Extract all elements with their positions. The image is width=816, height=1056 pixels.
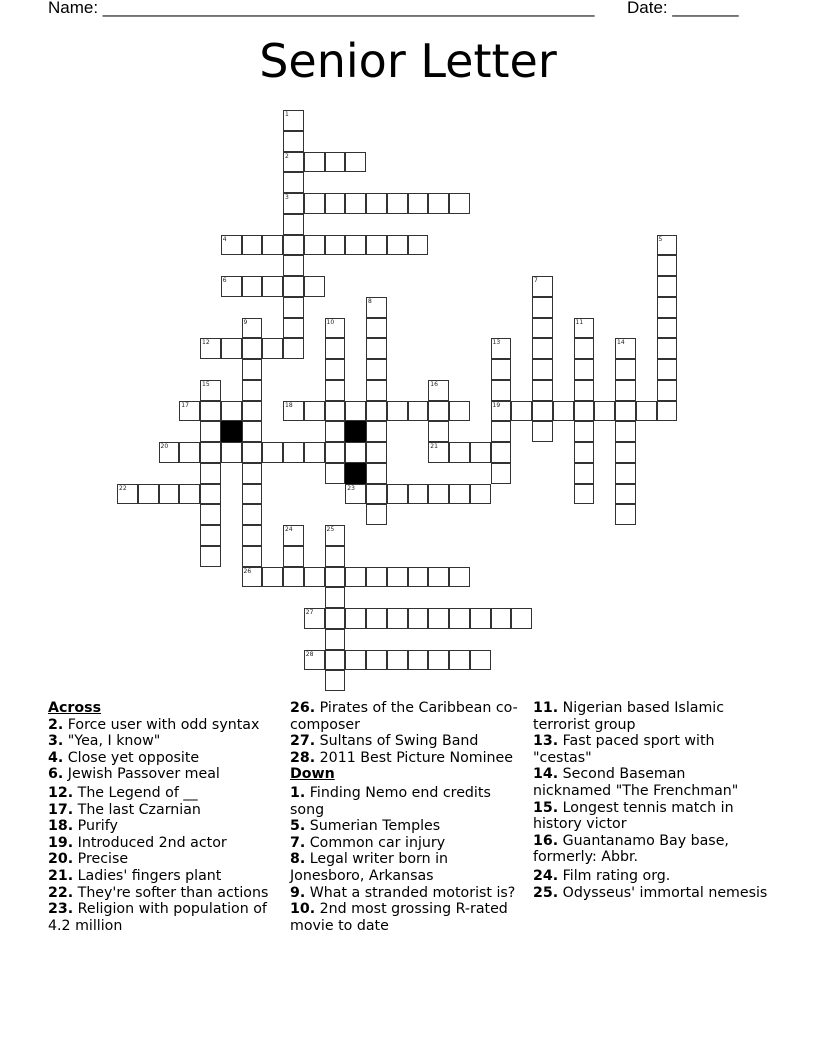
grid-cell[interactable]: [283, 297, 304, 318]
grid-cell[interactable]: [574, 484, 595, 505]
grid-cell[interactable]: [574, 421, 595, 442]
grid-cell[interactable]: [408, 193, 429, 214]
grid-cell[interactable]: [325, 587, 346, 608]
clue-across-20: 20. Precise: [48, 851, 129, 868]
clue-number: 19: [492, 401, 501, 409]
grid-cell[interactable]: [242, 546, 263, 567]
grid-cell[interactable]: [283, 152, 304, 173]
clue-across-26: 26. Pirates of the Caribbean co-composer: [290, 700, 518, 733]
grid-cell[interactable]: [138, 484, 159, 505]
grid-cell[interactable]: [574, 318, 595, 339]
clues-column-2: [290, 700, 525, 934]
grid-cell[interactable]: [242, 442, 263, 463]
grid-cell[interactable]: [304, 193, 325, 214]
grid-cell[interactable]: [428, 421, 449, 442]
black-cell: [221, 421, 242, 442]
grid-cell[interactable]: [179, 401, 200, 422]
clue-across-4: 4. Close yet opposite: [48, 749, 200, 766]
grid-cell[interactable]: [387, 650, 408, 671]
clue-number: 15: [202, 380, 210, 388]
clue-number: 7: [534, 277, 538, 284]
grid-cell[interactable]: [387, 484, 408, 505]
clue-across-28: 28. 2011 Best Picture Nominee: [290, 749, 513, 766]
grid-cell[interactable]: [428, 650, 449, 671]
grid-cell[interactable]: [325, 380, 346, 401]
grid-cell[interactable]: [304, 442, 325, 463]
grid-cell[interactable]: [366, 421, 387, 442]
grid-cell[interactable]: [345, 235, 366, 256]
grid-cell[interactable]: [325, 608, 346, 629]
clue-number: 11: [575, 318, 584, 326]
grid-cell[interactable]: [325, 235, 346, 256]
grid-cell[interactable]: [532, 297, 553, 318]
grid-cell[interactable]: [283, 318, 304, 339]
grid-cell[interactable]: [242, 504, 263, 525]
grid-cell[interactable]: [594, 401, 615, 422]
grid-cell[interactable]: [283, 235, 304, 256]
clue-number: 6: [222, 277, 227, 284]
grid-cell[interactable]: [491, 463, 512, 484]
grid-cell[interactable]: [242, 463, 263, 484]
grid-cell[interactable]: [200, 338, 221, 359]
grid-cell[interactable]: [387, 193, 408, 214]
grid-cell[interactable]: [325, 670, 346, 691]
grid-cell[interactable]: [242, 359, 263, 380]
grid-cell[interactable]: [200, 546, 221, 567]
grid-cell[interactable]: [615, 359, 636, 380]
grid-cell[interactable]: [449, 193, 470, 214]
clue-number: 13: [492, 339, 501, 347]
clue-number: 23: [347, 484, 355, 492]
grid-cell[interactable]: [262, 235, 283, 256]
clue-across-19: 19. Introduced 2nd actor: [48, 834, 227, 851]
clue-down-10: 10. 2nd most grossing R-rated movie to date: [290, 901, 508, 934]
grid-cell[interactable]: [200, 380, 221, 401]
clue-down-25: 25. Odysseus' immortal nemesis: [533, 884, 768, 901]
grid-cell[interactable]: [491, 359, 512, 380]
grid-cell[interactable]: [304, 608, 325, 629]
page-title: Senior Letter: [259, 34, 557, 88]
clue-number: 20: [160, 443, 169, 450]
grid-cell[interactable]: [283, 338, 304, 359]
grid-cell[interactable]: [304, 276, 325, 297]
grid-cell[interactable]: [408, 235, 429, 256]
grid-cell[interactable]: [345, 152, 366, 173]
grid-cell[interactable]: [283, 567, 304, 588]
grid-cell[interactable]: [366, 567, 387, 588]
name-blank[interactable]: ____________________________________________________: [102, 0, 595, 17]
grid-cell[interactable]: [366, 401, 387, 422]
grid-cell[interactable]: [449, 608, 470, 629]
grid-cell[interactable]: [325, 193, 346, 214]
grid-cell[interactable]: [491, 338, 512, 359]
grid-cell[interactable]: [574, 338, 595, 359]
grid-cell[interactable]: [345, 442, 366, 463]
grid-cell[interactable]: [242, 318, 263, 339]
grid-cell[interactable]: [325, 152, 346, 173]
grid-cell[interactable]: [221, 338, 242, 359]
grid-cell[interactable]: [366, 504, 387, 525]
grid-cell[interactable]: [449, 401, 470, 422]
grid-cell[interactable]: [615, 463, 636, 484]
grid-cell[interactable]: [470, 608, 491, 629]
clue-across-3: 3. "Yea, I know": [48, 733, 161, 750]
grid-cell[interactable]: [366, 338, 387, 359]
clues-column-3: [533, 700, 768, 901]
clue-number: 24: [285, 526, 293, 533]
grid-cell[interactable]: [574, 380, 595, 401]
clue-number: 2: [285, 152, 289, 160]
clue-down-5: 5. Sumerian Temples: [290, 818, 441, 835]
grid-cell[interactable]: [574, 401, 595, 422]
clue-number: 26: [243, 567, 252, 575]
grid-cell[interactable]: [283, 442, 304, 463]
grid-cell[interactable]: [325, 567, 346, 588]
grid-cell[interactable]: [657, 359, 678, 380]
grid-cell[interactable]: [491, 442, 512, 463]
grid-cell[interactable]: [428, 401, 449, 422]
grid-cell[interactable]: [408, 650, 429, 671]
clue-number: 5: [658, 235, 663, 243]
grid-cell[interactable]: [615, 442, 636, 463]
grid-cell[interactable]: [345, 193, 366, 214]
grid-cell[interactable]: [387, 235, 408, 256]
clue-across-12: 12. The Legend of __: [48, 784, 198, 801]
black-cell: [345, 421, 366, 442]
grid-cell[interactable]: [283, 193, 304, 214]
grid-cell[interactable]: [283, 276, 304, 297]
grid-cell[interactable]: [387, 608, 408, 629]
grid-cell[interactable]: [574, 442, 595, 463]
grid-cell[interactable]: [366, 442, 387, 463]
grid-cell[interactable]: [532, 401, 553, 422]
grid-cell[interactable]: [428, 193, 449, 214]
clue-across-27: 27. Sultans of Swing Band: [290, 733, 479, 750]
grid-cell[interactable]: [325, 359, 346, 380]
grid-cell[interactable]: [532, 421, 553, 442]
grid-cell[interactable]: [657, 401, 678, 422]
grid-cell[interactable]: [242, 276, 263, 297]
grid-cell[interactable]: [366, 318, 387, 339]
clue-down-14: 14. Second Baseman nicknamed "The Frenchman": [533, 766, 739, 799]
clue-down-13: 13. Fast paced sport with "cestas": [533, 733, 715, 766]
grid-cell[interactable]: [615, 484, 636, 505]
grid-cell[interactable]: [615, 338, 636, 359]
grid-cell[interactable]: [325, 318, 346, 339]
grid-cell[interactable]: [200, 525, 221, 546]
grid-cell[interactable]: [657, 318, 678, 339]
grid-cell[interactable]: [221, 401, 242, 422]
grid-cell[interactable]: [242, 421, 263, 442]
grid-cell[interactable]: [366, 650, 387, 671]
grid-cell[interactable]: [345, 608, 366, 629]
grid-cell[interactable]: [283, 214, 304, 235]
grid-cell[interactable]: [491, 608, 512, 629]
grid-cell[interactable]: [283, 131, 304, 152]
grid-cell[interactable]: [325, 421, 346, 442]
clue-down-7: 7. Common car injury: [290, 834, 446, 851]
grid-cell[interactable]: [325, 650, 346, 671]
grid-cell[interactable]: [366, 608, 387, 629]
grid-cell[interactable]: [200, 484, 221, 505]
clue-number: 12: [202, 339, 210, 347]
grid-cell[interactable]: [511, 608, 532, 629]
clue-across-17: 17. The last Czarnian: [48, 801, 201, 818]
clue-across-21: 21. Ladies' fingers plant: [48, 867, 222, 884]
date-label: Date:: [627, 0, 673, 17]
clue-number: 14: [617, 339, 625, 347]
clue-number: 16: [430, 380, 438, 388]
grid-cell[interactable]: [574, 463, 595, 484]
grid-cell[interactable]: [325, 442, 346, 463]
grid-cell[interactable]: [304, 235, 325, 256]
clue-number: 9: [243, 318, 248, 326]
clue-number: 25: [326, 526, 335, 533]
across-heading: Across: [48, 700, 102, 716]
grid-cell[interactable]: [491, 421, 512, 442]
clue-number: 17: [181, 401, 189, 409]
grid-cell[interactable]: [179, 484, 200, 505]
grid-cell[interactable]: [242, 484, 263, 505]
grid-cell[interactable]: [304, 152, 325, 173]
grid-cell[interactable]: [200, 442, 221, 463]
grid-cell[interactable]: [262, 338, 283, 359]
grid-cell[interactable]: [449, 484, 470, 505]
clue-down-8: 8. Legal writer born in Jonesboro, Arkansas: [290, 851, 449, 884]
clue-number: 8: [368, 297, 372, 305]
grid-cell[interactable]: [159, 484, 180, 505]
grid-cell[interactable]: [345, 650, 366, 671]
grid-cell[interactable]: [366, 193, 387, 214]
grid-cell[interactable]: [283, 546, 304, 567]
grid-cell[interactable]: [408, 608, 429, 629]
grid-cell[interactable]: [615, 380, 636, 401]
clue-number: 3: [285, 194, 289, 201]
clue-across-6: 6. Jewish Passover meal: [48, 766, 220, 783]
grid-cell[interactable]: [366, 484, 387, 505]
clue-down-24: 24. Film rating org.: [533, 867, 671, 884]
grid-cell[interactable]: [657, 235, 678, 256]
grid-cell[interactable]: [325, 629, 346, 650]
grid-cell[interactable]: [532, 338, 553, 359]
grid-cell[interactable]: [283, 525, 304, 546]
black-cell: [345, 463, 366, 484]
grid-cell[interactable]: [532, 380, 553, 401]
grid-cell[interactable]: [345, 567, 366, 588]
date-blank[interactable]: _______: [672, 0, 739, 17]
grid-cell[interactable]: [428, 380, 449, 401]
grid-cell[interactable]: [366, 297, 387, 318]
grid-cell[interactable]: [574, 359, 595, 380]
clue-number: 22: [119, 484, 127, 492]
down-heading: Down: [290, 766, 335, 783]
grid-cell[interactable]: [221, 235, 242, 256]
grid-cell[interactable]: [200, 504, 221, 525]
grid-cell[interactable]: [283, 255, 304, 276]
grid-cell[interactable]: [657, 297, 678, 318]
clue-down-1: 1. Finding Nemo end credits song: [290, 784, 491, 818]
grid-cell[interactable]: [366, 463, 387, 484]
clue-number: 28: [305, 650, 314, 658]
grid-cell[interactable]: [262, 567, 283, 588]
clue-across-22: 22. They're softer than actions: [48, 884, 269, 901]
grid-cell[interactable]: [200, 401, 221, 422]
grid-cell[interactable]: [657, 380, 678, 401]
grid-cell[interactable]: [532, 359, 553, 380]
grid-cell[interactable]: [366, 235, 387, 256]
grid-cell[interactable]: [470, 650, 491, 671]
grid-cell[interactable]: [262, 276, 283, 297]
grid-cell[interactable]: [387, 401, 408, 422]
grid-cell[interactable]: [117, 484, 138, 505]
grid-cell[interactable]: [242, 380, 263, 401]
grid-cell[interactable]: [428, 442, 449, 463]
clue-down-11: 11. Nigerian based Islamic terrorist group: [533, 700, 725, 733]
grid-cell[interactable]: [242, 235, 263, 256]
clue-down-16: 16. Guantanamo Bay base, formerly: Abbr.: [533, 832, 729, 866]
grid-cell[interactable]: [532, 318, 553, 339]
grid-cell[interactable]: [615, 401, 636, 422]
grid-cell[interactable]: [615, 504, 636, 525]
grid-cell[interactable]: [408, 484, 429, 505]
grid-cell[interactable]: [366, 359, 387, 380]
grid-cell[interactable]: [511, 401, 532, 422]
name-label: Name:: [48, 0, 103, 17]
grid-cell[interactable]: [242, 401, 263, 422]
grid-cell[interactable]: [304, 401, 325, 422]
grid-cell[interactable]: [242, 525, 263, 546]
grid-cell[interactable]: [657, 255, 678, 276]
grid-cell[interactable]: [242, 567, 263, 588]
clue-down-9: 9. What a stranded motorist is?: [290, 884, 516, 901]
clue-across-18: 18. Purify: [48, 818, 118, 835]
grid-cell[interactable]: [345, 484, 366, 505]
clue-number: 1: [285, 111, 289, 118]
grid-cell[interactable]: [200, 421, 221, 442]
grid-cell[interactable]: [200, 463, 221, 484]
grid-cell[interactable]: [408, 567, 429, 588]
clue-number: 21: [430, 443, 438, 450]
grid-cell[interactable]: [470, 484, 491, 505]
grid-cell[interactable]: [221, 276, 242, 297]
grid-cell[interactable]: [304, 567, 325, 588]
grid-cell[interactable]: [428, 567, 449, 588]
grid-cell[interactable]: [325, 401, 346, 422]
grid-cell[interactable]: [325, 338, 346, 359]
clue-number: 4: [222, 235, 227, 243]
grid-cell[interactable]: [283, 172, 304, 193]
grid-cell[interactable]: [221, 442, 242, 463]
grid-cell[interactable]: [325, 525, 346, 546]
grid-cell[interactable]: [553, 401, 574, 422]
grid-cell[interactable]: [242, 338, 263, 359]
grid-cell[interactable]: [325, 463, 346, 484]
grid-cell[interactable]: [449, 650, 470, 671]
clue-number: 18: [285, 401, 293, 409]
grid-cell[interactable]: [387, 567, 408, 588]
grid-cell[interactable]: [262, 442, 283, 463]
grid-cell[interactable]: [657, 276, 678, 297]
grid-cell[interactable]: [491, 401, 512, 422]
clue-number: 27: [305, 609, 314, 616]
clue-across-23: 23. Religion with population of 4.2 million: [48, 901, 267, 934]
grid-cell[interactable]: [283, 110, 304, 131]
clue-down-15: 15. Longest tennis match in history victor: [533, 799, 734, 833]
grid-cell[interactable]: [428, 608, 449, 629]
clues-column-1: [48, 700, 283, 934]
grid-cell[interactable]: [345, 401, 366, 422]
grid-cell[interactable]: [470, 442, 491, 463]
grid-cell[interactable]: [283, 401, 304, 422]
grid-cell[interactable]: [657, 338, 678, 359]
grid-cell[interactable]: [179, 442, 200, 463]
grid-cell[interactable]: [366, 380, 387, 401]
grid-cell[interactable]: [532, 276, 553, 297]
grid-cell[interactable]: [325, 546, 346, 567]
grid-cell[interactable]: [304, 650, 325, 671]
grid-cell[interactable]: [449, 442, 470, 463]
grid-cell[interactable]: [636, 401, 657, 422]
grid-cell[interactable]: [159, 442, 180, 463]
clue-across-2: 2. Force user with odd syntax: [48, 716, 260, 733]
grid-cell[interactable]: [408, 401, 429, 422]
grid-cell[interactable]: [449, 567, 470, 588]
grid-cell[interactable]: [615, 421, 636, 442]
clue-number: 10: [326, 318, 335, 326]
grid-cell[interactable]: [491, 380, 512, 401]
grid-cell[interactable]: [428, 484, 449, 505]
